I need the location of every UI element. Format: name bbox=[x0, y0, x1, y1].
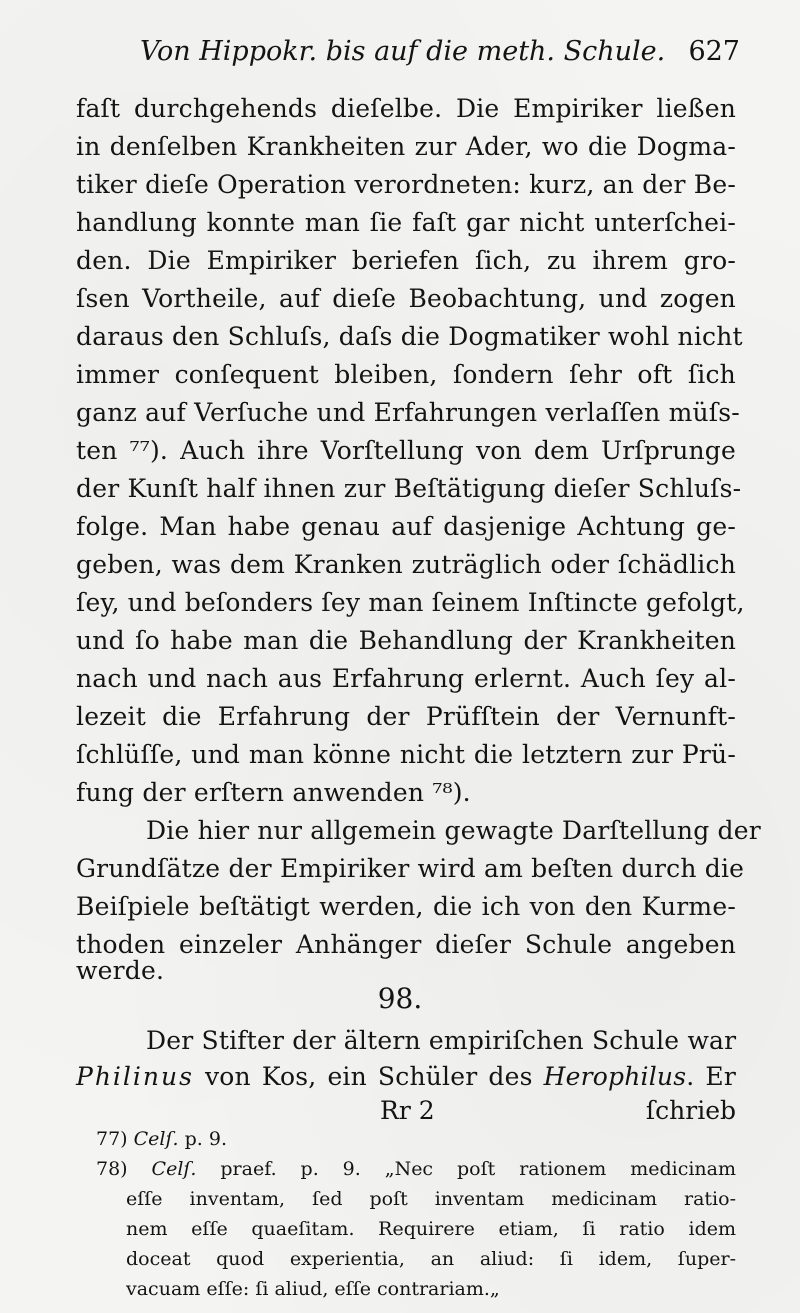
body-line: Beiſpiele beſtätigt werden, die ich von den Kurme- bbox=[76, 892, 736, 921]
footnote-line: nem eſſe quaeſitam. Requirere etiam, ſi ratio idem bbox=[126, 1218, 736, 1240]
body-line: ganz auf Verſuche und Erfahrungen verlaſſen müſs- bbox=[76, 398, 740, 427]
page-header bbox=[140, 36, 740, 76]
footnote-line: doceat quod experientia, an aliud: ſi idem, ſuper- bbox=[126, 1248, 736, 1270]
footnote-mark: 77) bbox=[96, 1128, 128, 1150]
catchword: ſchrieb bbox=[645, 1096, 736, 1125]
footnote-line bbox=[96, 1124, 736, 1154]
body-line: immer conſequent bleiben, ſondern ſehr oft ſich bbox=[76, 360, 736, 389]
body-line: der Kunſt half ihnen zur Beſtätigung dieſer Schluſs- bbox=[76, 474, 742, 503]
body-line: nach und nach aus Erfahrung erlernt. Auch ſey al- bbox=[76, 664, 736, 693]
footnote-mark: 78) bbox=[96, 1158, 128, 1180]
body-line bbox=[76, 1058, 736, 1096]
body-line bbox=[146, 1022, 736, 1060]
section-number: 98. bbox=[377, 982, 423, 1015]
body-line: daraus den Schluſs, daſs die Dogmatiker wohl nicht bbox=[76, 322, 743, 351]
text-run: von Kos, ein Schüler des bbox=[193, 1062, 544, 1091]
body-line: ſey, und beſonders ſey man ſeinem Inſtincte gefolgt, bbox=[76, 588, 745, 617]
signature-mark: Rr 2 bbox=[380, 1096, 435, 1125]
body-line: geben, was dem Kranken zuträglich oder ſchädlich bbox=[76, 550, 736, 579]
page-number: 627 bbox=[688, 36, 740, 67]
body-line: thoden einzeler Anhänger dieſer Schule angeben bbox=[76, 930, 736, 959]
body-line: faſt durchgehends dieſelbe. Die Empiriker ließen bbox=[76, 94, 736, 123]
footnote-text: p. 9. bbox=[178, 1128, 227, 1150]
body-line: Die hier nur allgemein gewagte Darſtellung der bbox=[146, 816, 761, 845]
body-line: und ſo habe man die Behandlung der Krankheiten bbox=[76, 626, 736, 655]
running-title: Von Hippokr. bis auf die meth. Schule. bbox=[140, 36, 666, 67]
body-line: in denſelben Krankheiten zur Ader, wo die Dogma- bbox=[76, 132, 736, 161]
body-line: ten ⁷⁷). Auch ihre Vorſtellung von dem Urſprunge bbox=[76, 436, 736, 465]
body-line: Grundſätze der Empiriker wird am beſten durch die bbox=[76, 854, 745, 883]
body-line: fung der erſtern anwenden ⁷⁸). bbox=[76, 778, 471, 807]
body-line: handlung konnte man ſie faſt gar nicht unterſchei- bbox=[76, 208, 736, 237]
body-line: tiker dieſe Operation verordneten: kurz, an der Be- bbox=[76, 170, 736, 199]
body-line: folge. Man habe genau auf dasjenige Achtung ge- bbox=[76, 512, 736, 541]
text-run: . Er bbox=[686, 1062, 736, 1091]
body-line: lezeit die Erfahrung der Prüfſtein der Vernunft- bbox=[76, 702, 736, 731]
body-line: werde. bbox=[76, 956, 165, 985]
footnote-line: vacuam eſſe: ſi aliud, eſſe contrariam.„ bbox=[126, 1278, 500, 1300]
footnote-text: praef. p. 9. „Nec poſt rationem medicinam bbox=[196, 1158, 736, 1180]
footnote-cite: Celſ. bbox=[151, 1158, 197, 1180]
person-name: Philinus bbox=[76, 1062, 194, 1091]
body-line: den. Die Empiriker beriefen ſich, zu ihrem gro- bbox=[76, 246, 736, 275]
footnote-line: eſſe inventam, ſed poſt inventam medicinam ratio- bbox=[126, 1188, 736, 1210]
person-name: Herophilus bbox=[543, 1062, 687, 1091]
body-line: ſchlüſſe, und man könne nicht die letztern zur Prü- bbox=[76, 740, 736, 769]
body-line: ſsen Vortheile, auf dieſe Beobachtung, und zogen bbox=[76, 284, 736, 313]
text-run: Der Stifter der ältern empiriſchen Schule war bbox=[146, 1026, 737, 1055]
footnote-line bbox=[96, 1154, 736, 1184]
footnote-cite: Celſ. bbox=[133, 1128, 179, 1150]
